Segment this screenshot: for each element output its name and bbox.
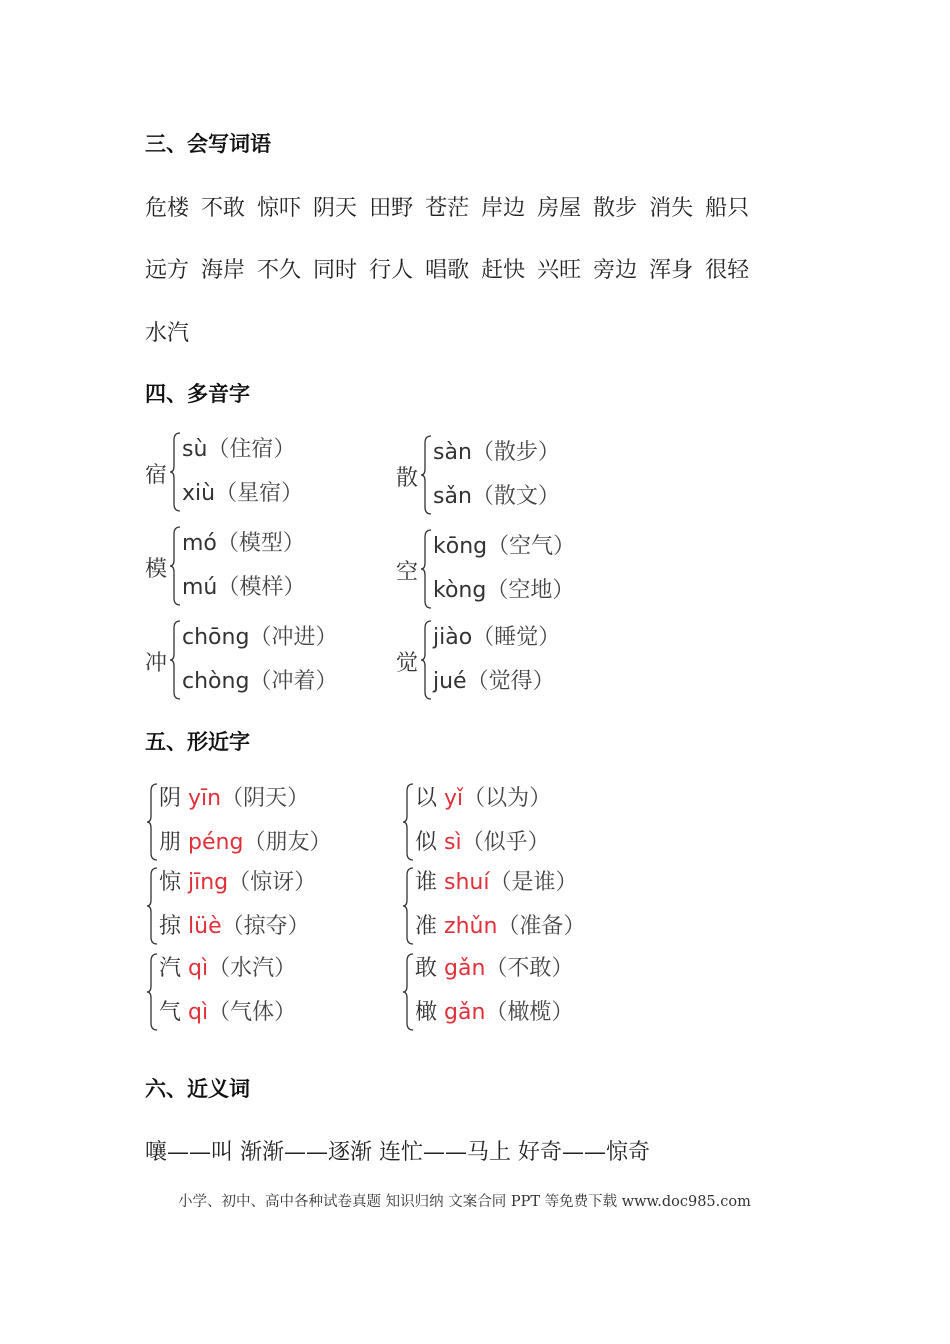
example-word: 空地 — [508, 578, 553, 603]
example-word: 冲着 — [271, 669, 316, 694]
polyphone-group — [396, 618, 636, 706]
similar-char-line — [159, 865, 316, 896]
pinyin: lüè — [188, 914, 222, 939]
pinyin: sì — [444, 830, 462, 855]
paren-close: ） — [555, 870, 578, 895]
character: 惊 — [159, 870, 182, 895]
reading-line — [433, 479, 560, 510]
similar-char-line — [415, 865, 578, 896]
reading-line — [182, 432, 295, 463]
character: 气 — [159, 1000, 182, 1025]
example-word: 准备 — [519, 914, 564, 939]
reading-line — [182, 570, 305, 601]
example-word: 惊讶 — [250, 870, 295, 895]
brace-icon — [421, 620, 433, 700]
polyphone-group — [396, 527, 636, 615]
paren-open: （ — [485, 1000, 508, 1025]
brace-icon — [403, 867, 415, 945]
character: 准 — [415, 914, 438, 939]
similar-char-group — [145, 865, 385, 953]
example-word: 橄榄 — [507, 1000, 552, 1025]
similar-char-line — [415, 995, 573, 1026]
paren-close: ） — [532, 669, 555, 694]
paren-close: ） — [553, 534, 576, 559]
paren-open: （ — [497, 914, 520, 939]
word: 兴旺 — [537, 258, 582, 283]
brace-icon — [170, 526, 182, 606]
paren-close: ） — [274, 956, 297, 981]
similar-char-line — [159, 951, 296, 982]
pinyin: shuí — [444, 870, 490, 895]
example-word: 似乎 — [483, 830, 528, 855]
word: 惊吓 — [257, 196, 302, 221]
paren-open: （ — [466, 669, 489, 694]
section-3-title: 三、会写词语 — [145, 132, 271, 156]
example-word: 星宿 — [237, 481, 282, 506]
reading-line — [433, 620, 560, 651]
word-row-2 — [145, 253, 761, 284]
example-word: 模样 — [239, 575, 284, 600]
reading-line — [182, 664, 337, 695]
example-word: 冲进 — [271, 625, 316, 650]
reading-line — [433, 435, 560, 466]
character: 橄 — [415, 1000, 438, 1025]
paren-open: （ — [471, 484, 494, 509]
word: 不敢 — [201, 196, 246, 221]
polyphone-char: 宿 — [145, 463, 168, 488]
brace-icon — [170, 620, 182, 700]
word: 海岸 — [201, 258, 246, 283]
word: 船只 — [705, 196, 750, 221]
similar-char-line — [159, 995, 296, 1026]
word: 同时 — [313, 258, 358, 283]
word: 旁边 — [593, 258, 638, 283]
similar-char-group — [401, 781, 641, 869]
paren-open: （ — [221, 786, 244, 811]
paren-close: ） — [563, 914, 586, 939]
word: 不久 — [257, 258, 302, 283]
example-word: 觉得 — [488, 669, 533, 694]
pinyin: qì — [188, 1000, 209, 1025]
similar-char-line — [415, 825, 550, 856]
example-word: 朋友 — [265, 830, 310, 855]
reading-line — [182, 620, 337, 651]
pinyin: jīng — [188, 870, 229, 895]
polyphone-char: 散 — [396, 466, 419, 491]
pinyin: mú — [182, 575, 218, 600]
paren-close: ） — [283, 575, 306, 600]
paren-close: ） — [527, 830, 550, 855]
polyphone-char: 模 — [145, 557, 168, 582]
polyphone-group — [145, 524, 385, 612]
section-5-title: 五、形近字 — [145, 730, 250, 754]
word: 散步 — [593, 196, 638, 221]
example-word: 阴天 — [243, 786, 288, 811]
paren-close: ） — [551, 956, 574, 981]
character: 朋 — [159, 830, 182, 855]
paren-open: （ — [228, 870, 251, 895]
polyphone-group — [396, 433, 636, 521]
pinyin: péng — [188, 830, 244, 855]
pinyin: jué — [433, 669, 467, 694]
paren-open: （ — [472, 625, 495, 650]
example-word: 气体 — [230, 1000, 275, 1025]
synonym-line: 嚷——叫 渐渐——逐渐 连忙——马上 好奇——惊奇 — [145, 1140, 650, 1165]
polyphone-group — [145, 430, 385, 518]
paren-close: ） — [537, 484, 560, 509]
similar-char-line — [159, 909, 310, 940]
word: 苍茫 — [425, 196, 470, 221]
paren-open: （ — [249, 625, 272, 650]
similar-char-group — [145, 951, 385, 1039]
paren-open: （ — [208, 1000, 231, 1025]
section-4-title: 四、多音字 — [145, 382, 250, 406]
paren-open: （ — [471, 440, 494, 465]
similar-char-group — [401, 865, 641, 953]
brace-icon — [403, 953, 415, 1031]
example-word: 空气 — [509, 534, 554, 559]
pinyin: mó — [182, 531, 217, 556]
brace-icon — [147, 867, 159, 945]
word: 远方 — [145, 258, 190, 283]
paren-open: （ — [243, 830, 266, 855]
pinyin: yīn — [188, 786, 222, 811]
paren-open: （ — [461, 830, 484, 855]
brace-icon — [147, 783, 159, 861]
paren-close: ） — [315, 625, 338, 650]
word: 岸边 — [481, 196, 526, 221]
similar-char-line — [159, 781, 309, 812]
word: 浑身 — [649, 258, 694, 283]
similar-char-line — [415, 781, 551, 812]
character: 以 — [415, 786, 438, 811]
word: 房屋 — [537, 196, 582, 221]
pinyin: yǐ — [444, 786, 464, 811]
paren-open: （ — [208, 956, 231, 981]
paren-open: （ — [221, 914, 244, 939]
character: 汽 — [159, 956, 182, 981]
paren-open: （ — [207, 437, 230, 462]
reading-line — [182, 526, 305, 557]
pinyin: kōng — [433, 534, 488, 559]
example-word: 睡觉 — [494, 625, 539, 650]
brace-icon — [147, 953, 159, 1031]
footer-text: 小学、初中、高中各种试卷真题 知识归纳 文案合同 PPT 等免费下载 www.doc985.com — [178, 1194, 751, 1210]
example-word: 以为 — [485, 786, 530, 811]
word: 消失 — [649, 196, 694, 221]
pinyin: chòng — [182, 669, 250, 694]
pinyin: chōng — [182, 625, 250, 650]
example-word: 模型 — [238, 531, 283, 556]
brace-icon — [421, 529, 433, 609]
word-row-3 — [145, 316, 201, 347]
paren-close: ） — [274, 1000, 297, 1025]
paren-open: （ — [485, 956, 508, 981]
character: 阴 — [159, 786, 182, 811]
similar-char-group — [145, 781, 385, 869]
pinyin: jiào — [433, 625, 473, 650]
paren-open: （ — [217, 575, 240, 600]
paren-close: ） — [287, 914, 310, 939]
pinyin: gǎn — [444, 956, 486, 981]
paren-open: （ — [489, 870, 512, 895]
similar-char-group — [401, 951, 641, 1039]
word: 唱歌 — [425, 258, 470, 283]
example-word: 是谁 — [511, 870, 556, 895]
paren-open: （ — [215, 481, 238, 506]
paren-close: ） — [537, 440, 560, 465]
similar-char-line — [415, 951, 573, 982]
pinyin: sàn — [433, 440, 472, 465]
pinyin: sǎn — [433, 484, 472, 509]
character: 似 — [415, 830, 438, 855]
brace-icon — [170, 432, 182, 512]
character: 掠 — [159, 914, 182, 939]
paren-close: ） — [309, 830, 332, 855]
word: 危楼 — [145, 196, 190, 221]
pinyin: zhǔn — [444, 914, 498, 939]
paren-close: ） — [287, 786, 310, 811]
paren-close: ） — [315, 669, 338, 694]
paren-close: ） — [552, 578, 575, 603]
paren-open: （ — [216, 531, 239, 556]
word: 田野 — [369, 196, 414, 221]
paren-close: ） — [281, 481, 304, 506]
paren-close: ） — [273, 437, 296, 462]
word: 行人 — [369, 258, 414, 283]
paren-close: ） — [551, 1000, 574, 1025]
paren-close: ） — [529, 786, 552, 811]
brace-icon — [403, 783, 415, 861]
pinyin: qì — [188, 956, 209, 981]
word: 阴天 — [313, 196, 358, 221]
polyphone-char: 空 — [396, 560, 419, 585]
reading-line — [433, 664, 555, 695]
polyphone-char: 冲 — [145, 651, 168, 676]
paren-open: （ — [463, 786, 486, 811]
example-word: 不敢 — [507, 956, 552, 981]
word: 赶快 — [481, 258, 526, 283]
brace-icon — [421, 435, 433, 515]
example-word: 住宿 — [229, 437, 274, 462]
reading-line — [433, 529, 575, 560]
word-row-1 — [145, 191, 761, 222]
paren-open: （ — [486, 578, 509, 603]
character: 敢 — [415, 956, 438, 981]
reading-line — [433, 573, 574, 604]
similar-char-line — [159, 825, 331, 856]
example-word: 散文 — [493, 484, 538, 509]
similar-char-line — [415, 909, 585, 940]
pinyin: xiù — [182, 481, 216, 506]
word: 水汽 — [145, 321, 190, 346]
reading-line — [182, 476, 303, 507]
pinyin: sù — [182, 437, 208, 462]
word: 很轻 — [705, 258, 750, 283]
polyphone-char: 觉 — [396, 651, 419, 676]
pinyin: gǎn — [444, 1000, 486, 1025]
character: 谁 — [415, 870, 438, 895]
paren-open: （ — [249, 669, 272, 694]
paren-close: ） — [538, 625, 561, 650]
example-word: 水汽 — [230, 956, 275, 981]
example-word: 散步 — [493, 440, 538, 465]
pinyin: kòng — [433, 578, 487, 603]
section-6-title: 六、近义词 — [145, 1077, 250, 1101]
example-word: 掠夺 — [243, 914, 288, 939]
polyphone-group — [145, 618, 385, 706]
paren-open: （ — [487, 534, 510, 559]
paren-close: ） — [282, 531, 305, 556]
paren-close: ） — [294, 870, 317, 895]
